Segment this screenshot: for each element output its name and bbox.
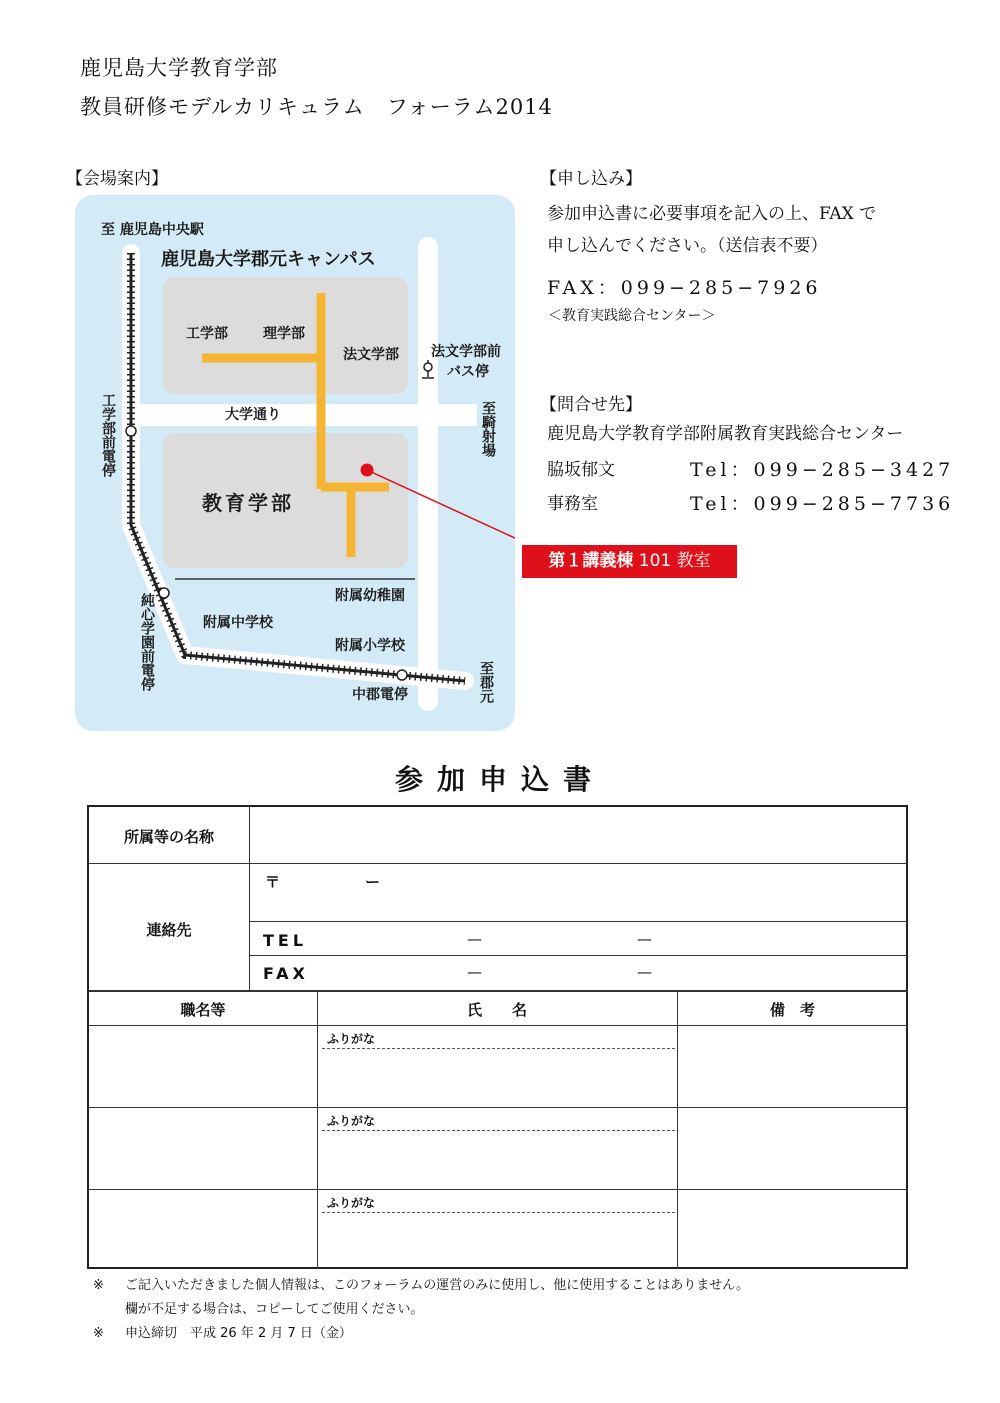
attendee-row-3[interactable] bbox=[89, 1190, 908, 1269]
tram-stop-engineering-marker bbox=[126, 426, 136, 436]
header-title: 鹿児島大学教育学部 bbox=[80, 56, 278, 80]
affiliation-label: 所属等の名称 bbox=[123, 828, 214, 846]
label-campus: 鹿児島大学郡元キャンパス bbox=[161, 249, 376, 270]
form-title: 参加申込書 bbox=[394, 763, 605, 796]
contact-person-tel: Tel：099−285−3427 bbox=[690, 459, 955, 481]
label-kindergarten: 附属幼稚園 bbox=[335, 588, 405, 604]
furigana-label-2: ふりがな bbox=[327, 1114, 376, 1128]
application-form bbox=[87, 805, 908, 1269]
label-bus-stop-1: 法文学部前 bbox=[431, 344, 501, 360]
tel-dash-2: — bbox=[637, 930, 652, 948]
apply-text-2: 申し込んでください。（送信表不要） bbox=[547, 236, 828, 256]
furigana-label-3: ふりがな bbox=[327, 1196, 376, 1210]
room-badge-building: 第１講義棟 bbox=[548, 551, 634, 571]
tram-stop-junshin-marker bbox=[159, 588, 169, 598]
apply-fax: FAX：099−285−7926 bbox=[547, 277, 822, 299]
header-subtitle: 教員研修モデルカリキュラム フォーラム2014 bbox=[80, 95, 553, 119]
col-position-header: 職名等 bbox=[180, 1001, 226, 1019]
fax-dash-1: — bbox=[467, 963, 482, 981]
label-junior-high: 附属中学校 bbox=[203, 615, 273, 631]
tram-stop-chugun-marker bbox=[397, 670, 407, 680]
col-remarks-header: 備 考 bbox=[769, 1001, 815, 1019]
note-mark-2: ※ bbox=[93, 1326, 104, 1341]
fax-dash-2: — bbox=[637, 963, 652, 981]
label-tram-engineering: 工学部前電停 bbox=[100, 393, 116, 477]
contact-org: 鹿児島大学教育学部附属教育実践総合センター bbox=[547, 424, 904, 444]
label-to-kishaba: 至騎射場 bbox=[480, 401, 496, 457]
fax-label: FAX bbox=[263, 964, 309, 983]
label-law-letters: 法文学部 bbox=[343, 347, 399, 363]
tel-field[interactable] bbox=[339, 922, 908, 954]
vertical-road bbox=[418, 237, 438, 711]
label-tram-junshin: 純心学園前電停 bbox=[139, 593, 155, 691]
contact-office-tel: Tel：099−285−7736 bbox=[690, 493, 955, 515]
address-field[interactable] bbox=[251, 864, 908, 920]
campus-map bbox=[75, 195, 515, 731]
contact-office-name: 事務室 bbox=[547, 494, 598, 514]
tel-dash-1: — bbox=[467, 930, 482, 948]
attendee-row-1[interactable] bbox=[89, 1026, 908, 1106]
label-street: 大学通り bbox=[225, 407, 281, 423]
note-1-line-1: ご記入いただきました個人情報は、このフォーラムの運営のみに使用し、他に使用することはありません。 bbox=[125, 1278, 750, 1293]
note-mark-1: ※ bbox=[93, 1278, 104, 1293]
postal-mark: 〒 bbox=[265, 873, 281, 891]
label-education: 教育学部 bbox=[202, 491, 294, 515]
label-chugun: 中郡電停 bbox=[352, 687, 408, 703]
postal-dash: ー bbox=[365, 873, 381, 891]
label-elementary: 附属小学校 bbox=[335, 638, 405, 654]
label-to-station: 至 鹿児島中央駅 bbox=[101, 222, 204, 238]
venue-heading: 【会場案内】 bbox=[66, 169, 168, 189]
fax-field[interactable] bbox=[339, 956, 908, 989]
room-badge-room: 101 教室 bbox=[633, 551, 711, 571]
label-to-korimoto: 至郡元 bbox=[478, 661, 494, 703]
apply-heading: 【申し込み】 bbox=[540, 169, 642, 189]
note-2: 申込締切 平成 26 年 2 月 7 日（金） bbox=[125, 1326, 352, 1341]
room-badge bbox=[522, 545, 737, 578]
tel-label: TEL bbox=[263, 931, 308, 950]
form-notes bbox=[93, 1274, 749, 1346]
attendee-row-2[interactable] bbox=[89, 1108, 908, 1188]
label-bus-stop-2: バス停 bbox=[447, 364, 489, 380]
affiliation-field[interactable] bbox=[251, 807, 908, 862]
apply-text-1: 参加申込書に必要事項を記入の上、FAX で bbox=[547, 204, 877, 224]
contact-person-name: 脇坂郁文 bbox=[547, 460, 615, 480]
apply-fax-note: ＜教育実践総合センター＞ bbox=[548, 308, 716, 324]
label-engineering: 工学部 bbox=[186, 326, 228, 342]
label-science: 理学部 bbox=[263, 326, 305, 342]
room-marker bbox=[361, 464, 374, 477]
contact-label: 連絡先 bbox=[146, 921, 192, 939]
col-name-header: 氏 名 bbox=[466, 1001, 527, 1019]
contact-heading: 【問合せ先】 bbox=[540, 395, 642, 415]
furigana-label-1: ふりがな bbox=[327, 1032, 376, 1046]
note-1-line-2: 欄が不足する場合は、コピーしてご使用ください。 bbox=[125, 1302, 424, 1317]
